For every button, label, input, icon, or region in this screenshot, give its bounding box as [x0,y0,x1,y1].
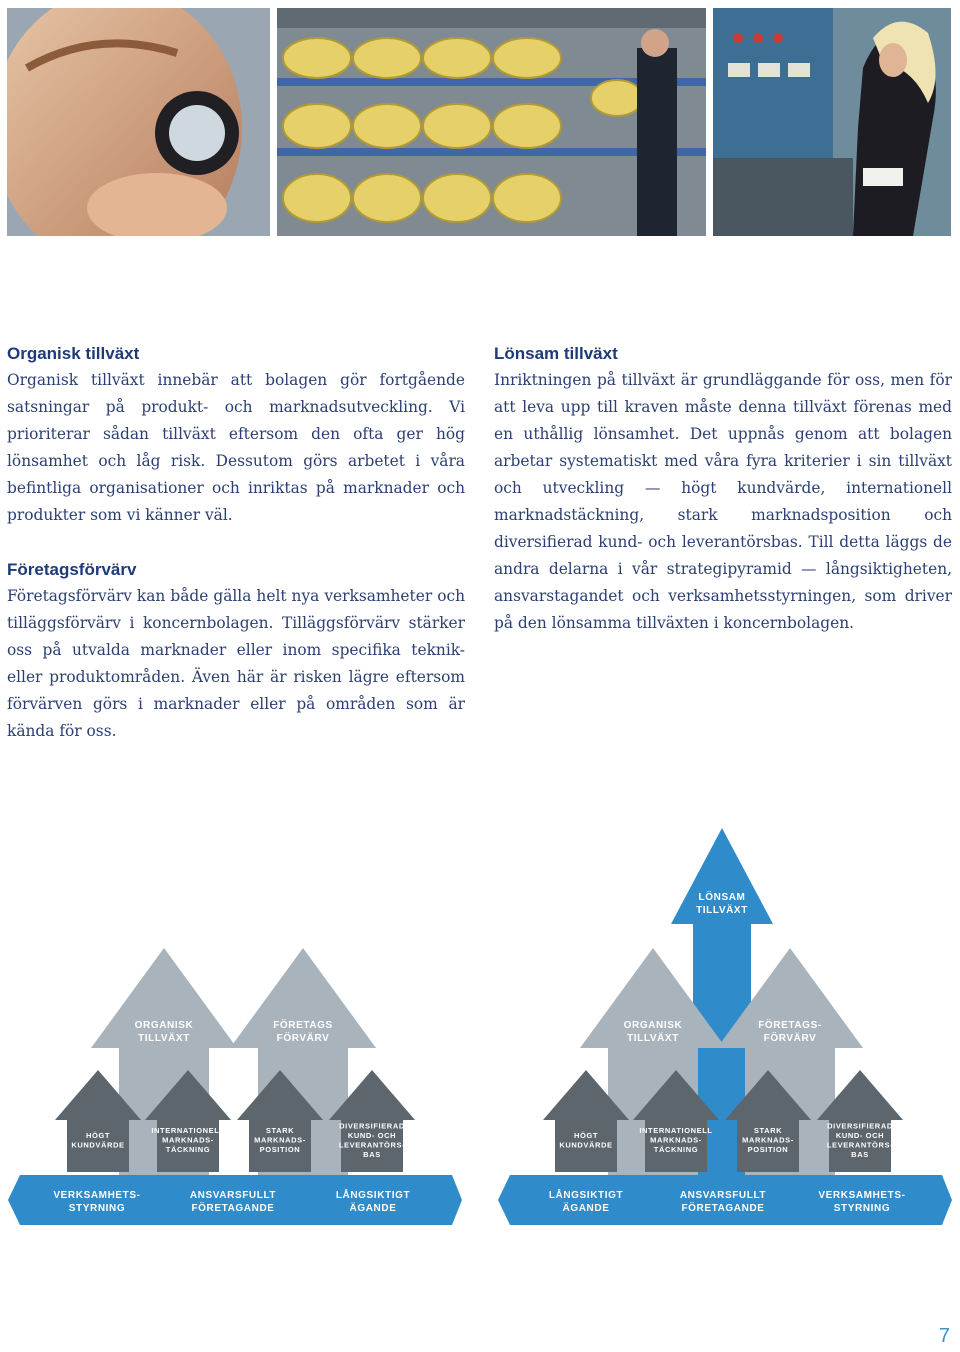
right-group-big-arrow-label-0: ORGANISK TILLVÄXT [623,1020,683,1044]
section-body-organic-growth: Organisk tillväxt innebär att bolagen gör fortgående satsningar på produkt- och marknadsutveckling. Vi prioriterar sådan tillväxt eftersom den ofta ger hög lönsamhet och låg risk. Dessutom görs arbetet i våra befintliga organisationer och inriktas på marknader och produkter som vi känner väl. [7,371,465,524]
right-group-base-label-1: ANSVARSFULLT FÖRETAGANDE [679,1190,767,1214]
left-group-base-label-1: ANSVARSFULLT FÖRETAGANDE [189,1190,277,1214]
photo-warehouse-hose-shelves [277,8,706,236]
left-group-small-arrow-label-1: INTERNATIONELL MARKNADS-TÄCKNING [151,1126,225,1155]
left-group-base-label-2: LÅNGSIKTIGT ÄGANDE [335,1190,411,1214]
left-text-column [7,340,465,745]
section-heading-acquisitions: Företagsförvärv [7,560,137,579]
right-group-small-arrow-label-0: HÖGT KUNDVÄRDE [559,1130,613,1150]
section-body-profitable-growth: Inriktningen på tillväxt är grundläggande för oss, men för att leva upp till kraven måste denna tillväxt förenas med en uthållig lönsamhet. Det uppnås genom att bolagen arbetar systematiskt med våra fyra kriterier i sin tillväxt och utveckling — högt kundvärde, internationell marknadstäckning, stark marknadsposition och diversifierad kund- och leverantörsbas. Till detta läggs de andra delarna i vår strategipyramid — långsiktigheten, ansvarstagandet och verksamhetsstyrningen, som driver på den lönsamma tillväxten i koncernbolagen. [494,371,952,632]
right-group-base-label-0: LÅNGSIKTIGT ÄGANDE [548,1190,624,1214]
right-group-big-arrow-label-1: FÖRETAGS-FÖRVÄRV [758,1020,822,1044]
right-group-base-label-2: VERKSAMHETS-STYRNING [818,1190,906,1214]
right-group-small-arrow-label-2: STARK MARKNADS-POSITION [742,1126,794,1155]
right-group-small-arrow-label-1: INTERNATIONELL MARKNADS-TÄCKNING [639,1126,713,1155]
section-heading-organic-growth: Organisk tillväxt [7,344,140,363]
page-number: 7 [938,1325,950,1347]
photo-control-panel-operator [713,8,951,236]
photo-loupe-inspection [7,8,270,236]
strategy-pyramid-diagram [0,820,960,1240]
left-group-small-arrow-label-0: HÖGT KUNDVÄRDE [71,1130,125,1150]
section-body-acquisitions: Företagsförvärv kan både gälla helt nya verksamheter och tilläggsförvärv i koncernbolagen. Tilläggsförvärv stärker oss på utvalda marknader eller inom specifika teknik- eller produktområden. Även här är risken lägre eftersom förvärven görs i marknader eller på områden som är kända för oss. [7,587,465,740]
left-group-big-arrow-label-0: ORGANISK TILLVÄXT [134,1020,194,1044]
right-group-small-arrow-label-3: DIVERSIFIERAD KUND- OCH LEVERANTÖRS-BAS [826,1121,894,1159]
left-group-small-arrow-label-2: STARK MARKNADS-POSITION [254,1126,306,1155]
left-group-big-arrow-label-1: FÖRETAGS FÖRVÄRV [273,1020,333,1044]
section-heading-profitable-growth: Lönsam tillväxt [494,344,618,363]
top-arrow-label: LÖNSAM TILLVÄXT [696,892,748,916]
right-text-column [494,340,952,637]
left-group-small-arrow-label-3: DIVERSIFIERAD KUND- OCH LEVERANTÖRS-BAS [338,1121,406,1159]
left-group-base-label-0: VERKSAMHETS-STYRNING [53,1190,141,1214]
strategy-pyramid-svg [0,820,960,1240]
